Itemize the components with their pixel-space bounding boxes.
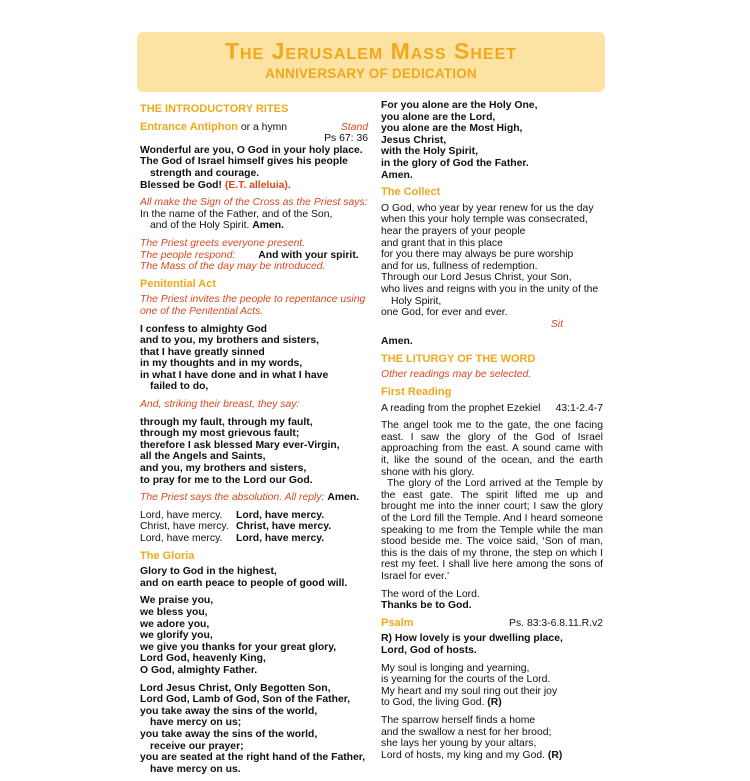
penitential-act-heading: Penitential Act: [140, 277, 216, 290]
reading-paragraph-2: The glory of the Lord arrived at the Temple by the east gate. The spirit lifted me up and brought me into the inner court; I saw the glory of the Lord fill the Temple. And I heard someone speaking to me from the Temple while the man stood beside me. The voice said, ‘Son of man, this is the dais of my throne, the step on which I rest my feet. I shall live here among the sons of Israel for ever.’: [381, 478, 603, 582]
entrance-antiphon-label: Entrance Antiphon: [140, 120, 238, 133]
liturgy-of-word-heading: THE LITURGY OF THE WORD: [381, 352, 536, 365]
sign-of-cross-text: In the name of the Father, and of the Son, and of the Holy Spirit. Amen.: [140, 208, 333, 232]
reading-intro: A reading from the prophet Ezekiel: [381, 402, 541, 414]
psalm-line: [381, 618, 603, 630]
respond-line: The people respond: And with your spirit.: [140, 249, 359, 261]
kyrie-priest: Lord, have mercy.: [140, 533, 223, 544]
confiteor-part-2: through my fault, through my fault, through my most grievous fault; therefore I ask blessed Mary ever-Virgin, all the Angels and Saints, and you, my brothers and sisters, to pray for me to the Lord our God.: [140, 416, 340, 486]
first-reading-heading: First Reading: [381, 386, 452, 399]
confiteor-part-1: I confess to almighty God and to you, my brothers and sisters, that I have greatly sinned in my thoughts and in my words, in what I have done and in what I have failed to do,: [140, 323, 329, 393]
gloria-part-1: Glory to God in the highest, and on earth peace to people of good will.: [140, 566, 348, 589]
gloria-part-2: We praise you, we bless you, we adore you, we glorify you, we give you thanks for your great glory, Lord God, heavenly King, O God, almighty Father.: [140, 595, 337, 676]
psalm-verse-2: The sparrow herself finds a home and the swallow a nest for her brood; she lays her young by your altars, Lord of hosts, my king and my God. (R): [381, 714, 563, 761]
gloria-ending: For you alone are the Holy One, you alone are the Lord, you alone are the Most High, Jesus Christ, with the Holy Spirit, in the glory of God the Father. Amen.: [381, 100, 538, 181]
collect-heading: The Collect: [381, 186, 441, 199]
kyrie-people: Christ, have mercy.: [236, 521, 332, 533]
page-subtitle: ANNIVERSARY OF DEDICATION: [265, 66, 477, 81]
reading-conclusion: The word of the Lord. Thanks be to God.: [381, 588, 480, 612]
right-column: [381, 100, 603, 767]
reading-intro-line: [381, 403, 603, 415]
reading-paragraph-1: The angel took me to the gate, the one facing east. I saw the glory of the God of Israel approaching from the east. A sound came with it, like the sound of the ocean, and the earth shone with his glory.: [381, 420, 603, 478]
easter-alleluia: (E.T. alleluia): [224, 179, 288, 191]
left-column: [140, 100, 368, 781]
or-hymn-text: or a hymn: [237, 121, 288, 133]
entrance-antiphon-line: [140, 122, 368, 134]
kyrie-priest: Christ, have mercy.: [140, 521, 229, 533]
introduced-rubric: The Mass of the day may be introduced.: [140, 261, 326, 273]
penitential-rubric: The Priest invites the people to repentance using one of the Penitential Acts.: [140, 294, 366, 317]
psalm-heading: Psalm: [381, 616, 414, 629]
collect-text: O God, who year by year renew for us the day when this your holy temple was consecrated, hear the prayers of your people and grant that in this place for you there may always be pure worship and for us, fullness of redemption. Through our Lord Jesus Christ, your Son, who lives and reigns with you in the unity of the Holy Spirit, one God, for ever and ever.: [381, 202, 599, 319]
other-readings-rubric: Other readings may be selected.: [381, 369, 532, 381]
sit-rubric: Sit: [550, 318, 563, 330]
sign-of-cross-rubric: All make the Sign of the Cross as the Priest says:: [140, 197, 368, 209]
collect-amen: Amen.: [381, 336, 413, 348]
greets-rubric: The Priest greets everyone present.: [140, 237, 306, 249]
absolution-line: The Priest says the absolution. All reply: Amen.: [140, 492, 360, 504]
psalm-response: R) How lovely is your dwelling place, Lord, God of hosts.: [381, 633, 563, 656]
psalm-reference-right: Ps. 83:3-6.8.11.R.v2: [509, 617, 603, 629]
gloria-heading: The Gloria: [140, 549, 195, 562]
intro-rites-heading: THE INTRODUCTORY RITES: [140, 103, 289, 115]
gloria-part-3: Lord Jesus Christ, Only Begotten Son, Lord God, Lamb of God, Son of the Father, you take away the sins of the world, have mercy on us; you take away the sins of the world, receive our prayer; you are seated at the right hand of the Father, have mercy on us.: [140, 682, 366, 775]
breast-rubric: And, striking their breast, they say:: [140, 399, 300, 411]
psalm-reference: Ps 67: 36: [324, 133, 368, 145]
header-banner: [137, 32, 605, 92]
reading-reference: 43:1-2.4-7: [555, 402, 603, 414]
kyrie-people: Lord, have mercy.: [236, 533, 325, 544]
page-title: The Jerusalem Mass Sheet: [224, 38, 518, 64]
stand-rubric: Stand: [340, 121, 368, 133]
kyrie-people: Lord, have mercy.: [236, 509, 325, 521]
antiphon-text: Wonderful are you, O God in your holy place. The God of Israel himself gives his people strength and courage. Blessed be God! (E.T. alleluia).: [140, 144, 363, 191]
psalm-verse-1: My soul is longing and yearning, is yearning for the courts of the Lord. My heart and my soul ring out their joy to God, the living God. (R): [381, 662, 558, 709]
kyrie-table: [140, 510, 368, 545]
kyrie-priest: Lord, have mercy.: [140, 509, 223, 521]
